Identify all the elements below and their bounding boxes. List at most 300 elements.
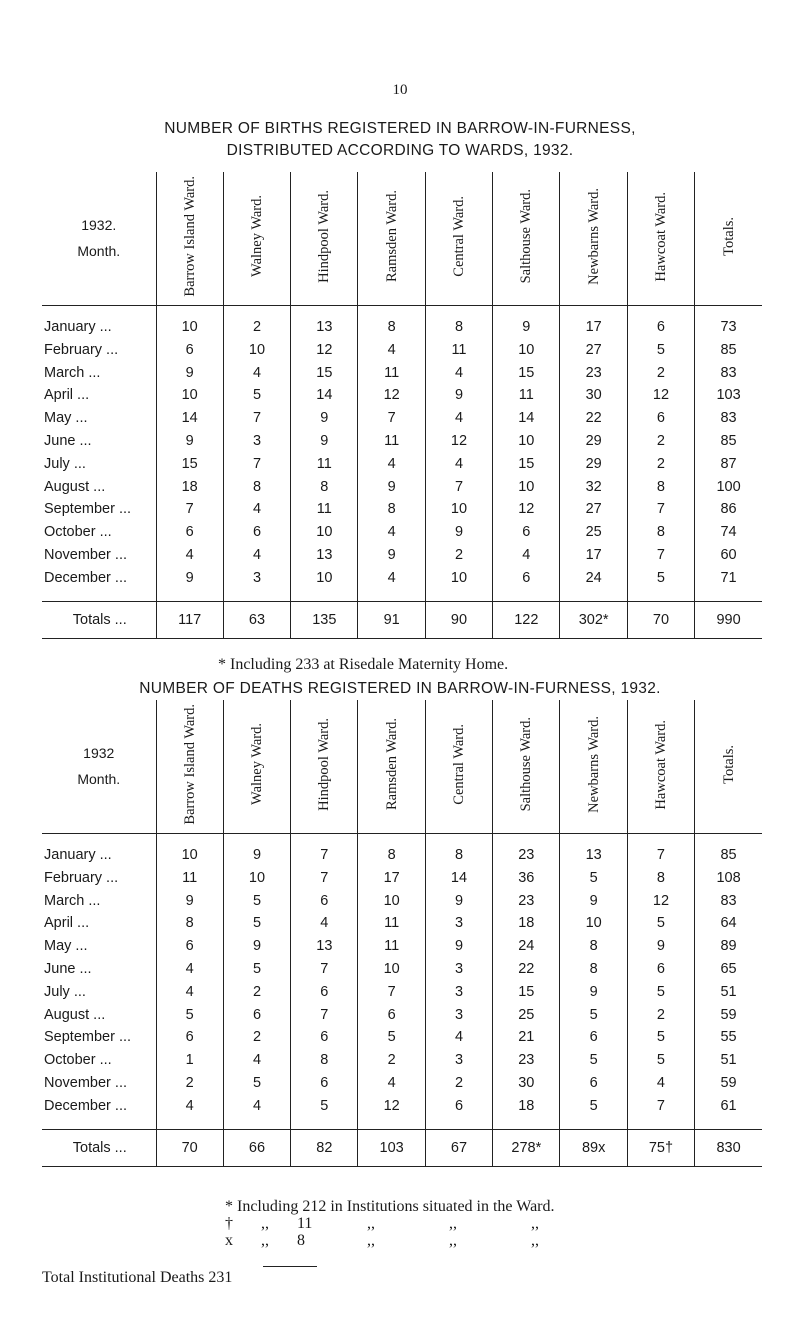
total-cell: 103 — [695, 384, 762, 407]
footnote-divider — [263, 1266, 317, 1267]
deaths-ward-header: Barrow Island Ward. — [156, 700, 223, 833]
totals-label: Totals ... — [42, 1130, 156, 1167]
deaths-header-row — [42, 700, 762, 833]
value-cell: 4 — [627, 1072, 694, 1095]
value-cell: 4 — [223, 544, 290, 567]
deaths-ward-header: Newbarns Ward. — [560, 700, 627, 833]
value-cell: 4 — [358, 566, 425, 601]
total-cell: 83 — [695, 407, 762, 430]
births-ward-header: Central Ward. — [425, 172, 492, 305]
births-ward-header: Ramsden Ward. — [358, 172, 425, 305]
value-cell: 36 — [493, 866, 560, 889]
value-cell: 15 — [493, 361, 560, 384]
value-cell: 6 — [291, 1026, 358, 1049]
value-cell: 9 — [358, 475, 425, 498]
deaths-ward-header: Hindpool Ward. — [291, 700, 358, 833]
month-cell: April ... — [44, 915, 90, 932]
value-cell: 9 — [223, 833, 290, 866]
totals-value: 70 — [156, 1130, 223, 1167]
value-cell: 5 — [627, 566, 694, 601]
table-row — [42, 866, 762, 889]
total-cell: 83 — [695, 889, 762, 912]
value-cell: 8 — [156, 912, 223, 935]
births-table-body — [42, 305, 762, 639]
value-cell: 4 — [223, 498, 290, 521]
value-cell: 11 — [358, 912, 425, 935]
value-cell: 11 — [358, 361, 425, 384]
value-cell: 1 — [156, 1049, 223, 1072]
value-cell: 2 — [223, 980, 290, 1003]
value-cell: 12 — [291, 338, 358, 361]
value-cell: 5 — [223, 912, 290, 935]
totals-value: 70 — [627, 602, 694, 639]
total-cell: 85 — [695, 430, 762, 453]
value-cell: 9 — [291, 430, 358, 453]
total-cell: 89 — [695, 935, 762, 958]
total-cell: 55 — [695, 1026, 762, 1049]
value-cell: 18 — [156, 475, 223, 498]
value-cell: 18 — [493, 912, 560, 935]
value-cell: 6 — [560, 1026, 627, 1049]
value-cell: 5 — [560, 1094, 627, 1129]
table-row — [42, 361, 762, 384]
total-cell: 64 — [695, 912, 762, 935]
value-cell: 6 — [425, 1094, 492, 1129]
value-cell: 5 — [627, 338, 694, 361]
value-cell: 2 — [627, 452, 694, 475]
value-cell: 9 — [493, 305, 560, 338]
births-month-label: Month. — [77, 243, 121, 260]
value-cell: 8 — [425, 833, 492, 866]
value-cell: 9 — [560, 980, 627, 1003]
month-cell: November ... — [44, 546, 127, 563]
table-row — [42, 544, 762, 567]
value-cell: 9 — [560, 889, 627, 912]
value-cell: 27 — [560, 338, 627, 361]
value-cell: 5 — [627, 1026, 694, 1049]
value-cell: 23 — [493, 833, 560, 866]
deaths-ward-header: Salthouse Ward. — [493, 700, 560, 833]
value-cell: 11 — [358, 935, 425, 958]
value-cell: 9 — [156, 430, 223, 453]
value-cell: 4 — [358, 1072, 425, 1095]
table-row — [42, 452, 762, 475]
value-cell: 6 — [156, 521, 223, 544]
value-cell: 7 — [291, 866, 358, 889]
value-cell: 11 — [358, 430, 425, 453]
value-cell: 29 — [560, 452, 627, 475]
value-cell: 5 — [627, 912, 694, 935]
value-cell: 3 — [425, 980, 492, 1003]
value-cell: 6 — [627, 958, 694, 981]
value-cell: 12 — [627, 889, 694, 912]
value-cell: 5 — [223, 384, 290, 407]
value-cell: 23 — [560, 361, 627, 384]
value-cell: 22 — [493, 958, 560, 981]
value-cell: 3 — [223, 566, 290, 601]
table-row — [42, 980, 762, 1003]
value-cell: 21 — [493, 1026, 560, 1049]
table-row — [42, 1003, 762, 1026]
month-cell: March ... — [44, 364, 101, 381]
month-cell: October ... — [44, 524, 112, 541]
totals-value: 990 — [695, 602, 762, 639]
value-cell: 25 — [560, 521, 627, 544]
total-cell: 60 — [695, 544, 762, 567]
value-cell: 6 — [223, 521, 290, 544]
births-ward-header: Salthouse Ward. — [493, 172, 560, 305]
table-row — [42, 1094, 762, 1129]
month-cell: March ... — [44, 892, 101, 909]
value-cell: 4 — [425, 452, 492, 475]
totals-label: Totals ... — [42, 602, 156, 639]
births-table — [42, 172, 762, 639]
value-cell: 12 — [493, 498, 560, 521]
value-cell: 8 — [560, 935, 627, 958]
value-cell: 2 — [627, 361, 694, 384]
month-cell: August ... — [44, 1006, 106, 1023]
value-cell: 10 — [358, 958, 425, 981]
month-cell: June ... — [44, 432, 92, 449]
value-cell: 3 — [223, 430, 290, 453]
value-cell: 23 — [493, 1049, 560, 1072]
value-cell: 5 — [560, 1049, 627, 1072]
value-cell: 11 — [425, 338, 492, 361]
value-cell: 10 — [156, 384, 223, 407]
deaths-table — [42, 700, 762, 1167]
value-cell: 13 — [291, 544, 358, 567]
page-number: 10 — [392, 82, 408, 98]
value-cell: 10 — [223, 338, 290, 361]
value-cell: 24 — [493, 935, 560, 958]
value-cell: 22 — [560, 407, 627, 430]
table-row — [42, 384, 762, 407]
value-cell: 3 — [425, 958, 492, 981]
total-cell: 85 — [695, 338, 762, 361]
value-cell: 10 — [223, 866, 290, 889]
table-row — [42, 498, 762, 521]
table-row — [42, 958, 762, 981]
value-cell: 30 — [560, 384, 627, 407]
value-cell: 29 — [560, 430, 627, 453]
value-cell: 14 — [156, 407, 223, 430]
totals-value: 63 — [223, 602, 290, 639]
deaths-footnote-1: * Including 212 in Institutions situated in the Ward. — [225, 1198, 555, 1215]
month-cell: January ... — [44, 846, 112, 863]
value-cell: 7 — [223, 452, 290, 475]
deaths-ward-header: Ramsden Ward. — [358, 700, 425, 833]
deaths-ward-header: Hawcoat Ward. — [627, 700, 694, 833]
month-cell: April ... — [44, 387, 90, 404]
value-cell: 6 — [291, 980, 358, 1003]
value-cell: 10 — [156, 833, 223, 866]
births-ward-header: Newbarns Ward. — [560, 172, 627, 305]
institutional-deaths-total: Total Institutional Deaths 231 — [42, 1269, 233, 1286]
value-cell: 9 — [425, 521, 492, 544]
value-cell: 9 — [627, 935, 694, 958]
births-title-line2: DISTRIBUTED ACCORDING TO WARDS, 1932. — [226, 142, 574, 159]
table-row — [42, 833, 762, 866]
value-cell: 13 — [291, 305, 358, 338]
value-cell: 5 — [560, 1003, 627, 1026]
value-cell: 5 — [358, 1026, 425, 1049]
value-cell: 8 — [291, 1049, 358, 1072]
value-cell: 14 — [291, 384, 358, 407]
value-cell: 3 — [425, 1003, 492, 1026]
value-cell: 27 — [560, 498, 627, 521]
month-cell: July ... — [44, 983, 86, 1000]
total-cell: 85 — [695, 833, 762, 866]
value-cell: 8 — [560, 958, 627, 981]
total-cell: 73 — [695, 305, 762, 338]
value-cell: 10 — [493, 475, 560, 498]
deaths-title: NUMBER OF DEATHS REGISTERED IN BARROW-IN-FURNESS, 1932. — [139, 680, 661, 697]
value-cell: 6 — [223, 1003, 290, 1026]
value-cell: 4 — [156, 980, 223, 1003]
value-cell: 2 — [425, 1072, 492, 1095]
value-cell: 18 — [493, 1094, 560, 1129]
value-cell: 4 — [425, 361, 492, 384]
value-cell: 6 — [493, 521, 560, 544]
births-ward-header: Hindpool Ward. — [291, 172, 358, 305]
value-cell: 8 — [358, 833, 425, 866]
totals-value: 82 — [291, 1130, 358, 1167]
value-cell: 7 — [627, 544, 694, 567]
month-cell: May ... — [44, 410, 88, 427]
value-cell: 5 — [627, 1049, 694, 1072]
value-cell: 4 — [425, 407, 492, 430]
value-cell: 15 — [156, 452, 223, 475]
value-cell: 7 — [156, 498, 223, 521]
deaths-ward-header: Central Ward. — [425, 700, 492, 833]
value-cell: 13 — [291, 935, 358, 958]
month-cell: December ... — [44, 1097, 127, 1114]
table-row — [42, 935, 762, 958]
value-cell: 7 — [291, 1003, 358, 1026]
total-cell: 51 — [695, 980, 762, 1003]
value-cell: 9 — [425, 935, 492, 958]
value-cell: 9 — [223, 935, 290, 958]
value-cell: 10 — [291, 566, 358, 601]
value-cell: 23 — [493, 889, 560, 912]
value-cell: 4 — [223, 361, 290, 384]
value-cell: 6 — [358, 1003, 425, 1026]
value-cell: 5 — [560, 866, 627, 889]
value-cell: 10 — [425, 566, 492, 601]
table-row — [42, 912, 762, 935]
value-cell: 8 — [627, 866, 694, 889]
value-cell: 7 — [425, 475, 492, 498]
value-cell: 4 — [223, 1049, 290, 1072]
value-cell: 12 — [358, 1094, 425, 1129]
totals-value: 91 — [358, 602, 425, 639]
totals-value: 117 — [156, 602, 223, 639]
value-cell: 7 — [627, 833, 694, 866]
value-cell: 2 — [358, 1049, 425, 1072]
value-cell: 9 — [425, 889, 492, 912]
total-cell: 59 — [695, 1003, 762, 1026]
month-cell: October ... — [44, 1052, 112, 1069]
total-cell: 108 — [695, 866, 762, 889]
totals-value: 67 — [425, 1130, 492, 1167]
value-cell: 2 — [223, 1026, 290, 1049]
month-cell: September ... — [44, 501, 132, 518]
value-cell: 5 — [291, 1094, 358, 1129]
value-cell: 25 — [493, 1003, 560, 1026]
value-cell: 6 — [627, 305, 694, 338]
value-cell: 9 — [156, 566, 223, 601]
deaths-table-body — [42, 833, 762, 1167]
totals-row — [42, 602, 762, 639]
value-cell: 9 — [156, 361, 223, 384]
value-cell: 8 — [223, 475, 290, 498]
totals-value: 66 — [223, 1130, 290, 1167]
value-cell: 4 — [156, 958, 223, 981]
value-cell: 4 — [156, 544, 223, 567]
value-cell: 4 — [358, 452, 425, 475]
month-cell: September ... — [44, 1029, 132, 1046]
births-totals-header: Totals. — [695, 172, 762, 305]
month-cell: February ... — [44, 869, 119, 886]
births-title-line1: NUMBER OF BIRTHS REGISTERED IN BARROW-IN-FURNESS, — [164, 120, 636, 137]
value-cell: 10 — [291, 521, 358, 544]
total-cell: 61 — [695, 1094, 762, 1129]
total-cell: 51 — [695, 1049, 762, 1072]
total-cell: 71 — [695, 566, 762, 601]
value-cell: 2 — [156, 1072, 223, 1095]
value-cell: 8 — [291, 475, 358, 498]
totals-value: 830 — [695, 1130, 762, 1167]
value-cell: 6 — [156, 935, 223, 958]
value-cell: 7 — [358, 980, 425, 1003]
table-row — [42, 305, 762, 338]
table-row — [42, 1072, 762, 1095]
totals-value: 278* — [493, 1130, 560, 1167]
value-cell: 6 — [627, 407, 694, 430]
total-cell: 83 — [695, 361, 762, 384]
deaths-ward-header: Walney Ward. — [223, 700, 290, 833]
value-cell: 32 — [560, 475, 627, 498]
deaths-month-header — [42, 700, 156, 833]
value-cell: 2 — [223, 305, 290, 338]
table-row — [42, 338, 762, 361]
month-cell: November ... — [44, 1074, 127, 1091]
value-cell: 10 — [425, 498, 492, 521]
value-cell: 5 — [627, 980, 694, 1003]
deaths-footnote-2: † ,, 11 ,, ,, ,, — [225, 1215, 539, 1232]
totals-value: 302* — [560, 602, 627, 639]
value-cell: 14 — [493, 407, 560, 430]
value-cell: 13 — [560, 833, 627, 866]
value-cell: 2 — [627, 430, 694, 453]
value-cell: 4 — [425, 1026, 492, 1049]
value-cell: 3 — [425, 1049, 492, 1072]
totals-value: 90 — [425, 602, 492, 639]
table-row — [42, 1049, 762, 1072]
month-cell: February ... — [44, 341, 119, 358]
value-cell: 17 — [560, 544, 627, 567]
month-cell: June ... — [44, 960, 92, 977]
value-cell: 6 — [291, 889, 358, 912]
value-cell: 11 — [291, 452, 358, 475]
value-cell: 8 — [627, 521, 694, 544]
value-cell: 9 — [291, 407, 358, 430]
total-cell: 74 — [695, 521, 762, 544]
total-cell: 87 — [695, 452, 762, 475]
deaths-totals-header: Totals. — [695, 700, 762, 833]
totals-value: 135 — [291, 602, 358, 639]
totals-value: 103 — [358, 1130, 425, 1167]
value-cell: 7 — [223, 407, 290, 430]
births-header-row — [42, 172, 762, 305]
value-cell: 4 — [358, 338, 425, 361]
month-cell: August ... — [44, 478, 106, 495]
totals-value: 89x — [560, 1130, 627, 1167]
births-footnote: * Including 233 at Risedale Maternity Home. — [218, 656, 509, 673]
value-cell: 6 — [493, 566, 560, 601]
value-cell: 4 — [358, 521, 425, 544]
table-row — [42, 889, 762, 912]
value-cell: 14 — [425, 866, 492, 889]
deaths-footnote-3: x ,, 8 ,, ,, ,, — [225, 1232, 539, 1249]
value-cell: 17 — [560, 305, 627, 338]
total-cell: 86 — [695, 498, 762, 521]
value-cell: 9 — [358, 544, 425, 567]
births-ward-header: Hawcoat Ward. — [627, 172, 694, 305]
value-cell: 10 — [493, 338, 560, 361]
value-cell: 6 — [291, 1072, 358, 1095]
value-cell: 10 — [493, 430, 560, 453]
value-cell: 7 — [291, 833, 358, 866]
value-cell: 8 — [358, 498, 425, 521]
table-row — [42, 430, 762, 453]
value-cell: 4 — [156, 1094, 223, 1129]
table-row — [42, 407, 762, 430]
month-cell: July ... — [44, 455, 86, 472]
value-cell: 5 — [223, 889, 290, 912]
totals-value: 75† — [627, 1130, 694, 1167]
value-cell: 15 — [493, 980, 560, 1003]
value-cell: 5 — [223, 958, 290, 981]
births-ward-header: Walney Ward. — [223, 172, 290, 305]
value-cell: 8 — [627, 475, 694, 498]
value-cell: 11 — [493, 384, 560, 407]
value-cell: 10 — [560, 912, 627, 935]
value-cell: 15 — [493, 452, 560, 475]
value-cell: 11 — [291, 498, 358, 521]
value-cell: 30 — [493, 1072, 560, 1095]
value-cell: 12 — [627, 384, 694, 407]
month-cell: January ... — [44, 318, 112, 335]
value-cell: 4 — [493, 544, 560, 567]
value-cell: 7 — [627, 1094, 694, 1129]
value-cell: 7 — [291, 958, 358, 981]
value-cell: 4 — [223, 1094, 290, 1129]
value-cell: 10 — [156, 305, 223, 338]
value-cell: 9 — [425, 384, 492, 407]
value-cell: 10 — [358, 889, 425, 912]
value-cell: 24 — [560, 566, 627, 601]
births-ward-header: Barrow Island Ward. — [156, 172, 223, 305]
value-cell: 7 — [627, 498, 694, 521]
value-cell: 15 — [291, 361, 358, 384]
value-cell: 6 — [156, 1026, 223, 1049]
total-cell: 59 — [695, 1072, 762, 1095]
deaths-month-label: Month. — [77, 771, 121, 788]
value-cell: 12 — [358, 384, 425, 407]
births-year-label: 1932. — [81, 217, 117, 234]
totals-value: 122 — [493, 602, 560, 639]
